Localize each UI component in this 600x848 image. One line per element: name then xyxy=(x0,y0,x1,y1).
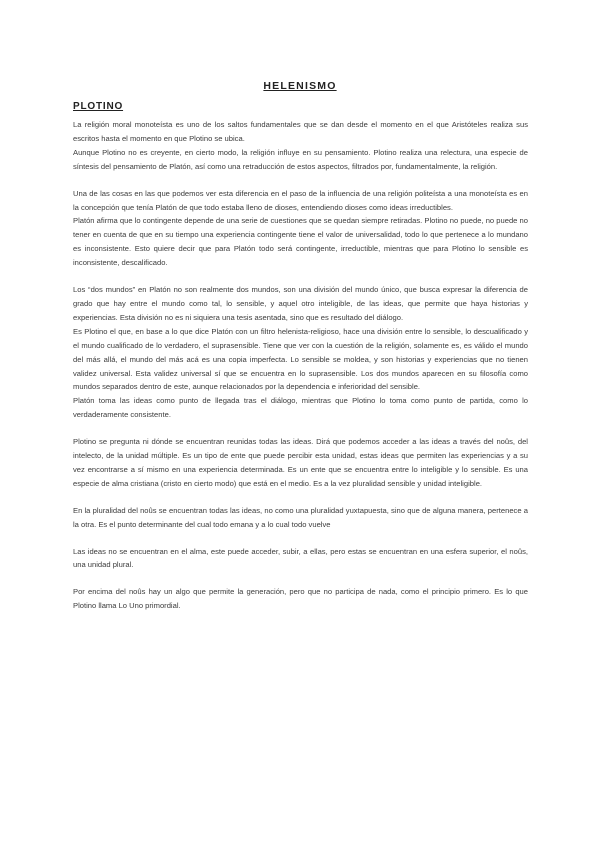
paragraph: Plotino se pregunta ni dónde se encuentran reunidas todas las ideas. Dirá que podemos acceder a las ideas a través del noûs, del intelecto, de la unidad múltiple. Es un tipo de ente que puede percibir esta unidad, estas ideas que permiten las experiencias y a su vez encontrarse a sí mismo en una experiencia determinada. Es un ente que se encuentra entre lo inteligible y lo sensible. Es una especie de alma cristiana (cristo en cierto modo) que está en el medio. Es a la vez pluralidad sensible y unidad inteligible. xyxy=(73,437,528,488)
paragraph: En la pluralidad del noûs se encuentran todas las ideas, no como una pluralidad yuxtapuesta, sino que de alguna manera, pertenece a la otra. Es el punto determinante del cual todo emana y a lo cual todo vuelve xyxy=(73,505,528,529)
document-title: HELENISMO xyxy=(263,80,337,92)
paragraph: Una de las cosas en las que podemos ver esta diferencia en el paso de la influencia de una religión politeísta a una monoteísta es en la concepción que tenía Platón de que todo estaba lleno de dioses, entendiendo dioses como ideas irreductibles. xyxy=(73,188,528,212)
section-heading: PLOTINO xyxy=(73,101,124,112)
paragraph: Por encima del noûs hay un algo que permite la generación, pero que no participa de nada, como el principio primero. Es lo que Plotino llama Lo Uno primordial. xyxy=(73,587,528,611)
paragraph: Platón afirma que lo contingente depende de una serie de cuestiones que se quedan siempre retiradas. Plotino no puede, no puede no tener en cuenta de que en su tiempo una experiencia contingente tiene el valor de universalidad, todo lo que pertenece a lo mundano es inconsistente. Esto quiere decir que para Platón todo será contingente, irreductible, mientras que para Plotino lo sensible es inconsistente, descalificado. xyxy=(73,216,528,268)
paragraph: Aunque Plotino no es creyente, en cierto modo, la religión influye en su pensamiento. Plotino realiza una relectura, una especie de síntesis del pensamiento de Platón, así como una retraducción de estos aspectos, filtrados por, fundamentalmente, la religión. xyxy=(73,147,528,171)
paragraph: Platón toma las ideas como punto de llegada tras el diálogo, mientras que Plotino lo toma como punto de partida, como lo verdaderamente consistente. xyxy=(73,396,528,420)
paragraph: La religión moral monoteísta es uno de los saltos fundamentales que se dan desde el momento en el que Aristóteles realiza sus escritos hasta el momento en que Plotino se ubica. xyxy=(73,120,528,143)
paragraph: Los “dos mundos” en Platón no son realmente dos mundos, son una división del mundo único, que busca expresar la diferencia de grado que hay entre el mundo como tal, lo sensible, y aquel otro inteligible, de las ideas, que permite que haya historias y experiencias. Esta división no es ni siquiera una tesis asentada, sino que es resultado del diálogo. xyxy=(73,285,528,322)
paragraph: Las ideas no se encuentran en el alma, este puede acceder, subir, a ellas, pero estas se encuentran en una esfera superior, el noûs, una unidad plural. xyxy=(73,546,528,570)
document-body xyxy=(73,118,528,613)
paragraph: Es Plotino el que, en base a lo que dice Platón con un filtro helenista-religioso, hace una división entre lo sensible, lo descualificado y el mundo cualificado de lo verdadero, el suprasensible. Tiene que ver con la cuestión de la religión, solamente es, es válido el mundo del más allá, el mundo del más acá es una copia imperfecta. Lo sensible se moldea, y son historias y experiencias que no tienen validez universal. Esta validez universal sí que se encuentra en lo suprasensible. Los dos mundos aparecen en su filosofía como mundos separados dentro de este, aunque relacionados por la dependencia e inferioridad del sensible. xyxy=(73,326,528,392)
